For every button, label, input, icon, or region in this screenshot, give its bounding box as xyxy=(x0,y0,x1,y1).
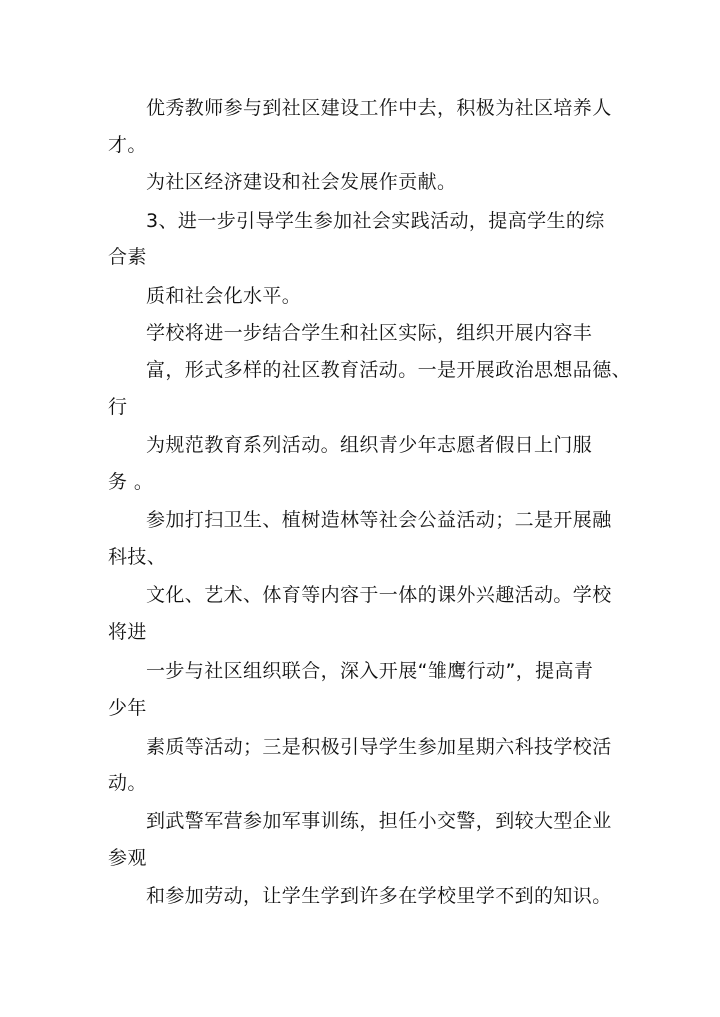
text-line: 合素 xyxy=(108,246,147,268)
text-line: 才。 xyxy=(108,134,147,156)
text-line: 为社区经济建设和社会发展作贡献。 xyxy=(146,171,457,193)
text-line: 参加打扫卫生、植树造林等社会公益活动；二是开展融 xyxy=(146,509,612,531)
text-line: 科技、 xyxy=(108,546,167,568)
text-line: 将进 xyxy=(108,621,147,643)
text-line: 3、进一步引导学生参加社会实践活动，提高学生的综 xyxy=(146,210,605,232)
text-line: 动。 xyxy=(108,772,147,794)
text-line: 到武警军营参加军事训练，担任小交警，到较大型企业 xyxy=(146,810,612,832)
text-line: 学校将进一步结合学生和社区实际，组织开展内容丰 xyxy=(146,322,593,344)
text-line: 和参加劳动，让学生学到许多在学校里学不到的知识。 xyxy=(146,885,612,907)
text-line: 为规范教育系列活动。组织青少年志愿者假日上门服 xyxy=(146,434,593,456)
text-line: 质和社会化水平。 xyxy=(146,285,302,307)
text-line: 文化、艺术、体育等内容于一体的课外兴趣活动。学校 xyxy=(146,584,612,606)
text-line: 素质等活动；三是积极引导学生参加星期六科技学校活 xyxy=(146,736,612,758)
text-line: 务 。 xyxy=(108,471,154,493)
text-line: 参观 xyxy=(108,847,147,869)
text-line: 优秀教师参与到社区建设工作中去，积极为社区培养人 xyxy=(146,97,612,119)
text-line: 一步与社区组织联合，深入开展“雏鹰行动”，提高青 xyxy=(146,660,594,682)
text-line: 富，形式多样的社区教育活动。一是开展政治思想品德、 xyxy=(146,359,632,381)
text-line: 行 xyxy=(108,396,128,418)
text-line: 少年 xyxy=(108,697,147,719)
